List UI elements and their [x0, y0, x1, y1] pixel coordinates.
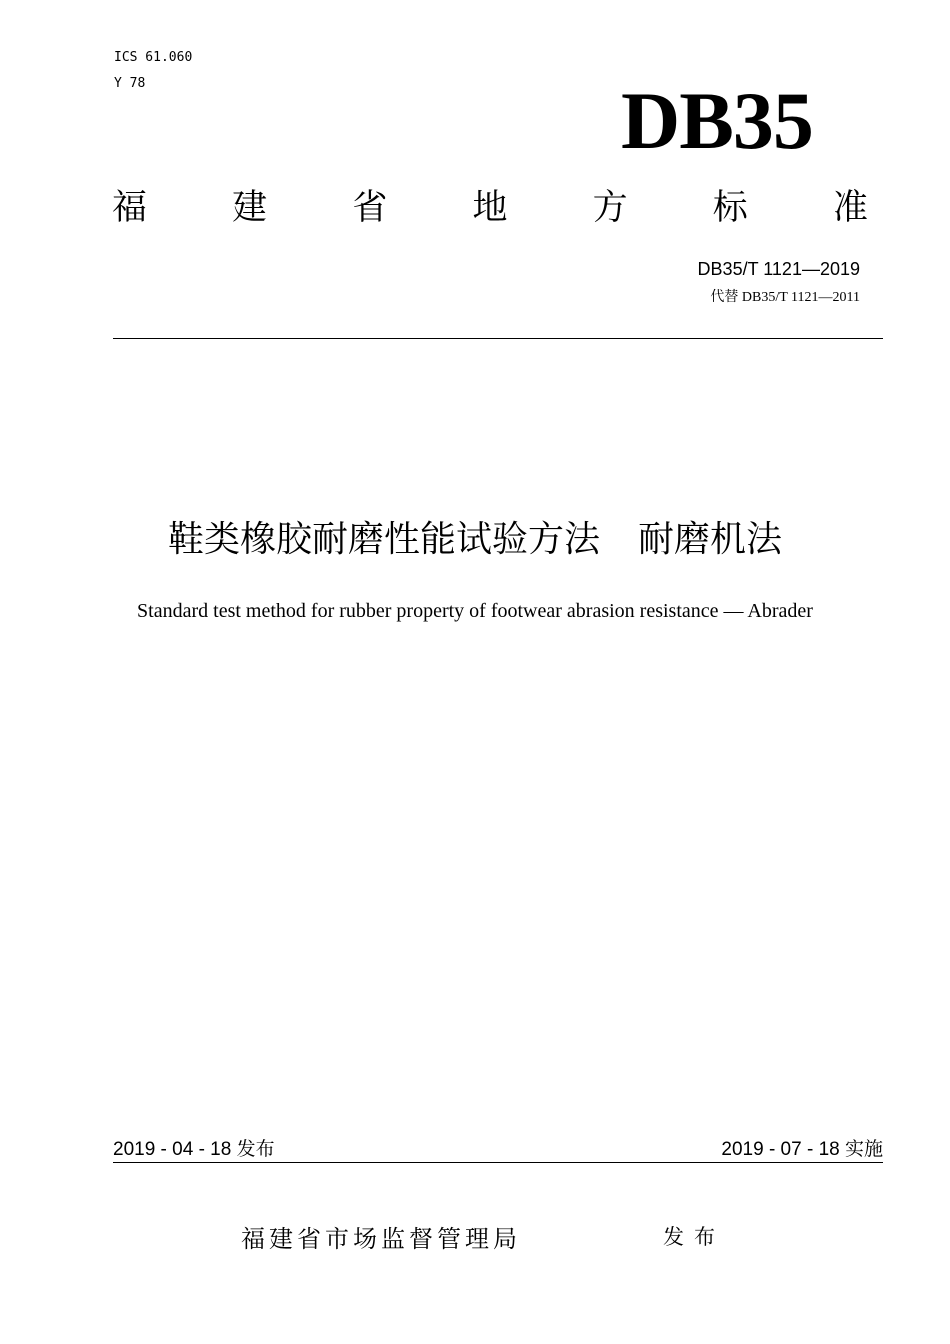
- replaced-standard: 代替 DB35/T 1121—2011: [710, 290, 860, 305]
- standard-type-char: 方: [592, 188, 628, 228]
- footer-divider: [113, 1162, 883, 1163]
- chinese-title: [0, 514, 950, 566]
- ccs-code: Y 78: [114, 76, 146, 91]
- header-divider: [113, 338, 883, 339]
- standard-type-char: 建: [232, 188, 268, 228]
- document-number: DB35/T 1121—2019: [697, 259, 860, 279]
- chinese-title-sub: 耐磨机法: [638, 519, 783, 560]
- issued-label: 发布: [663, 1225, 725, 1249]
- implementation-date: 2019 - 07 - 18 实施: [721, 1139, 883, 1160]
- standard-type-char: 福: [112, 188, 148, 228]
- standard-type-char: 地: [472, 188, 508, 228]
- english-title: Standard test method for rubber property of footwear abrasion resistance — Abrader: [137, 600, 813, 622]
- standard-type-char: 省: [352, 188, 388, 228]
- standard-logo: DB35: [621, 75, 813, 166]
- issuing-authority: 福建省市场监督管理局: [241, 1225, 521, 1253]
- ics-code: ICS 61.060: [114, 50, 193, 65]
- standard-type-heading: [112, 184, 868, 232]
- standard-type-char: 标: [712, 188, 748, 228]
- standard-type-char: 准: [832, 188, 868, 228]
- chinese-title-main: 鞋类橡胶耐磨性能试验方法: [167, 519, 600, 560]
- publish-date: 2019 - 04 - 18 发布: [113, 1139, 275, 1160]
